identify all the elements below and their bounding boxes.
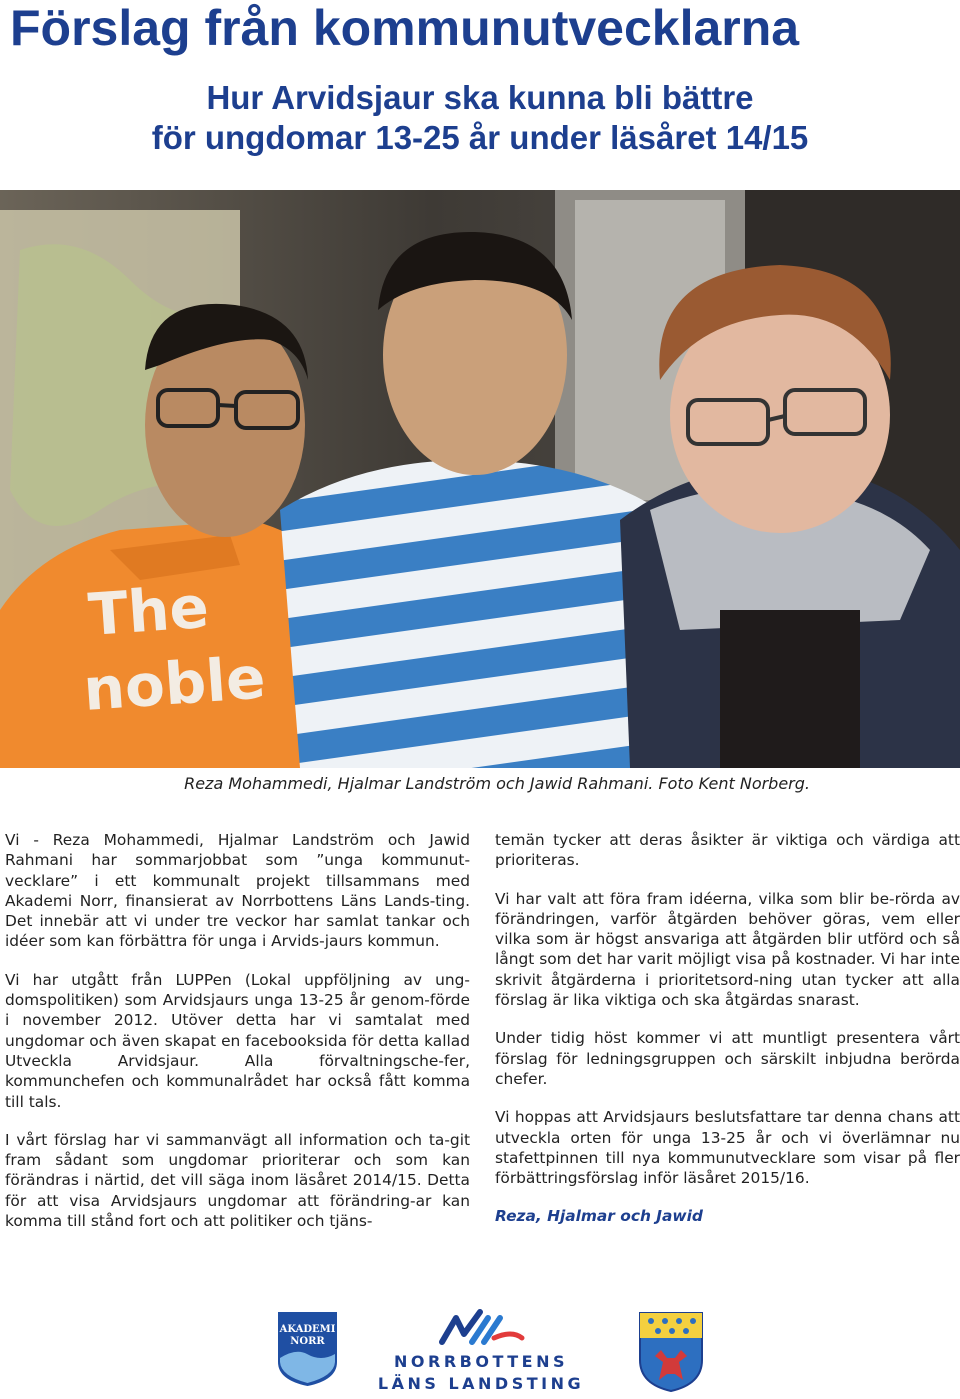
photo-caption: Reza Mohammedi, Hjalmar Landström och Jawid Rahmani. Foto Kent Norberg.	[184, 774, 810, 793]
akademi-norr-logo	[276, 1310, 339, 1388]
group-photo	[0, 190, 960, 768]
page-subtitle	[0, 78, 960, 158]
signature: Reza, Hjalmar och Jawid	[495, 1207, 703, 1226]
photo-illustration	[0, 190, 960, 768]
paragraph: temän tycker att deras åsikter är viktiga och värdiga att prioriteras.	[495, 831, 960, 870]
nll-text-2: LÄNS LANDSTING	[377, 1374, 585, 1393]
paragraph: Under tidig höst kommer vi att muntligt presentera vårt förslag för ledningsgruppen och särskilt inbjudna berörda chefer.	[495, 1029, 960, 1088]
paragraph: Vi - Reza Mohammedi, Hjalmar Landström och Jawid Rahmani har sommarjobbat som ”unga kommunut-vecklare” i ett kommunalt projekt tillsammans med Akademi Norr, finansierat av Norrbottens Läns Lands-ting. Det innebär att vi under tre veckor har samlat tankar och idéer som kan förbättra för unga i Arvids-jaurs kommun.	[5, 831, 470, 951]
page-title: Förslag från kommunutvecklarna	[10, 0, 800, 56]
akademi-text-1: AKADEMI	[279, 1324, 336, 1335]
akademi-text-2: NORR	[290, 1336, 325, 1347]
article-column-left	[5, 830, 470, 1249]
nll-mark-icon	[372, 1308, 590, 1348]
nll-logo	[372, 1308, 590, 1396]
article-column-right	[495, 830, 960, 1245]
paragraph: Vi hoppas att Arvidsjaurs beslutsfattare tar denna chans att utveckla orten för unga 13-25 år och vi överlämnar nu stafettpinnen till nya kommunutvecklare som visar på fler förbättringsförslag inför läsåret 2015/16.	[495, 1108, 960, 1188]
nll-text-1: NORRBOTTENS	[394, 1352, 568, 1371]
coat-of-arms-icon	[637, 1310, 705, 1394]
logo-row	[0, 1300, 960, 1399]
subtitle-line-2: för ungdomar 13-25 år under läsåret 14/15	[151, 119, 809, 156]
shirt-text-2: noble	[81, 643, 268, 724]
subtitle-line-1: Hur Arvidsjaur ska kunna bli bättre	[206, 79, 754, 116]
shirt-text-1: The	[86, 572, 211, 649]
paragraph: Vi har utgått från LUPPen (Lokal uppföljning av ung-domspolitiken) som Arvidsjaurs unga 13-25 år genom-förde i november 2012. Utöver detta har vi samtalat med ungdomar och även skapat en facebooksida för detta kallad Utveckla Arvidsjaur. Alla förvaltningsche-fer, kommunchefen och kommunalrådet har också fått komma till tals.	[5, 970, 470, 1111]
paragraph: I vårt förslag har vi sammanvägt all information och ta-git fram sådant som ungdomar prioriterar och som kan förändras i närtid, det vill säga inom läsåret 2014/15. Detta för att visa Arvidsjaurs ungdomar att förändring-ar kan komma till stånd fort och att politiker och tjäns-	[5, 1130, 470, 1231]
paragraph: Vi har valt att föra fram idéerna, vilka som blir be-rörda av förändringen, varför åtgärden behöver göras, vem eller vilka som är högst ansvariga att åtgärden blir utförd och så långt som det har varit möjligt visa på kostnader. Vi har inte skrivit åtgärderna i prioritetsord-ning utan tycker att alla förslag är lika viktiga och ska åtgärdas snarast.	[495, 889, 960, 1010]
